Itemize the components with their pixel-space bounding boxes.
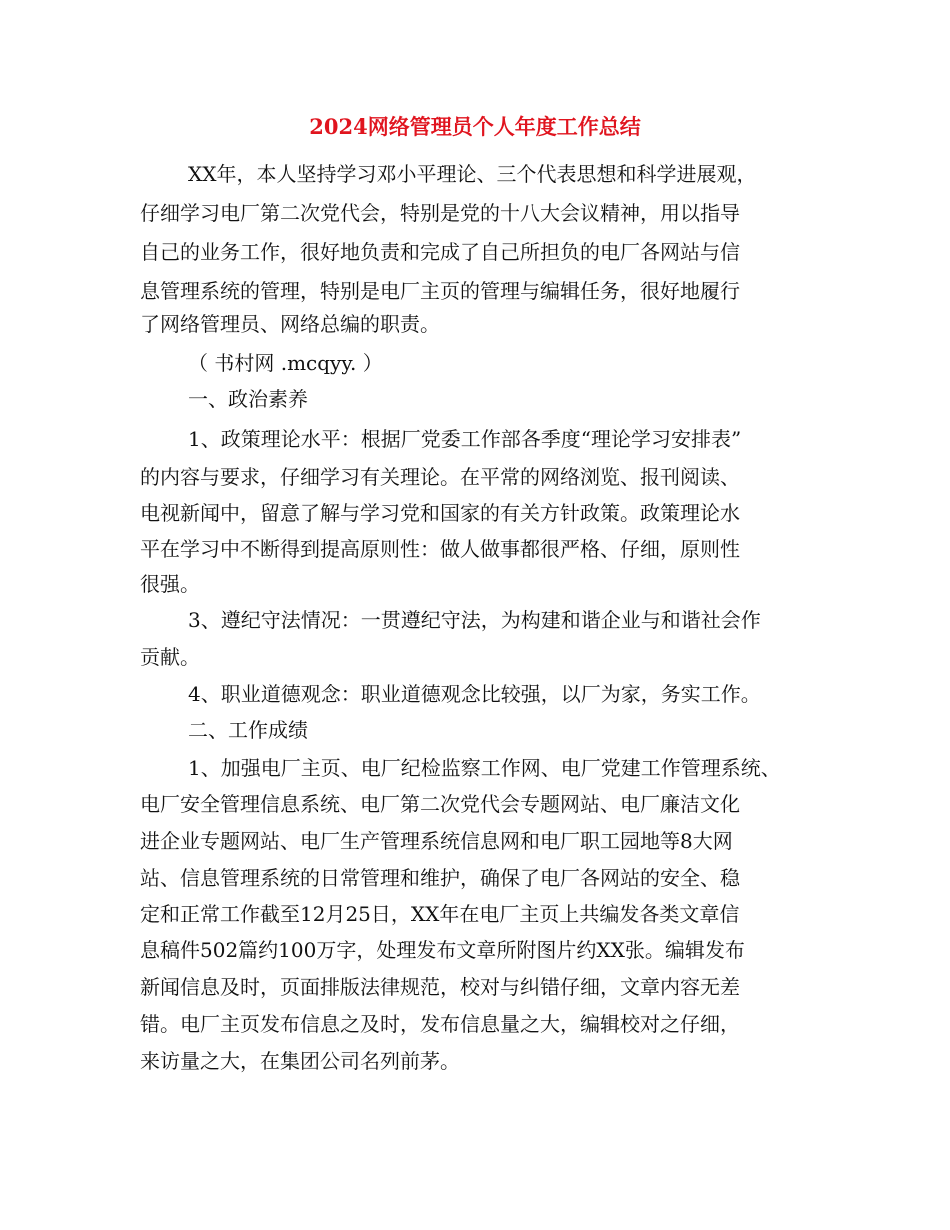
section-heading: 一、政治素养 [188, 387, 308, 411]
paragraph-line: 很强。 [140, 572, 200, 596]
paragraph-line: 来访量之大，在集团公司名列前茅。 [140, 1049, 460, 1073]
paragraph-line: 错。电厂主页发布信息之及时，发布信息量之大，编辑校对之仔细， [140, 1012, 740, 1036]
paragraph-line: 息稿件502篇约100万字，处理发布文章所附图片约XX张。编辑发布 [140, 938, 745, 962]
document-title: 2024网络管理员个人年度工作总结 [309, 114, 641, 139]
paragraph-line: 3、遵纪守法情况：一贯遵纪守法，为构建和谐企业与和谐社会作 [188, 608, 761, 632]
paragraph-line: 定和正常工作截至12月25日，XX年在电厂主页上共编发各类文章信 [140, 902, 740, 926]
paragraph-line: 了网络管理员、网络总编的职责。 [140, 312, 440, 336]
paragraph-line: （ 书村网 .mcqyy. ） [188, 351, 383, 375]
paragraph-line: 进企业专题网站、电厂生产管理系统信息网和电厂职工园地等8大网 [140, 829, 733, 853]
paragraph-line: 新闻信息及时，页面排版法律规范，校对与纠错仔细，文章内容无差 [140, 975, 740, 999]
paragraph-line: 1、加强电厂主页、电厂纪检监察工作网、电厂党建工作管理系统、 [188, 756, 781, 780]
paragraph-line: 贡献。 [140, 645, 200, 669]
paragraph-line: 1、政策理论水平：根据厂党委工作部各季度“理论学习安排表” [188, 427, 742, 451]
section-heading: 二、工作成绩 [188, 718, 308, 742]
paragraph-line: 站、信息管理系统的日常管理和维护，确保了电厂各网站的安全、稳 [140, 866, 740, 890]
paragraph-line: 自己的业务工作，很好地负责和完成了自己所担负的电厂各网站与信 [140, 240, 740, 264]
paragraph-line: 4、职业道德观念：职业道德观念比较强，以厂为家，务实工作。 [188, 682, 761, 706]
paragraph-line: 的内容与要求，仔细学习有关理论。在平常的网络浏览、报刊阅读、 [140, 465, 740, 489]
paragraph-line: 息管理系统的管理，特别是电厂主页的管理与编辑任务，很好地履行 [140, 279, 740, 303]
paragraph-line: XX年，本人坚持学习邓小平理论、三个代表思想和科学进展观， [188, 162, 757, 186]
paragraph-line: 电厂安全管理信息系统、电厂第二次党代会专题网站、电厂廉洁文化 [140, 792, 740, 816]
paragraph-line: 平在学习中不断得到提高原则性：做人做事都很严格、仔细，原则性 [140, 537, 740, 561]
paragraph-line: 电视新闻中，留意了解与学习党和国家的有关方针政策。政策理论水 [140, 501, 740, 525]
paragraph-line: 仔细学习电厂第二次党代会，特别是党的十八大会议精神，用以指导 [140, 201, 740, 225]
